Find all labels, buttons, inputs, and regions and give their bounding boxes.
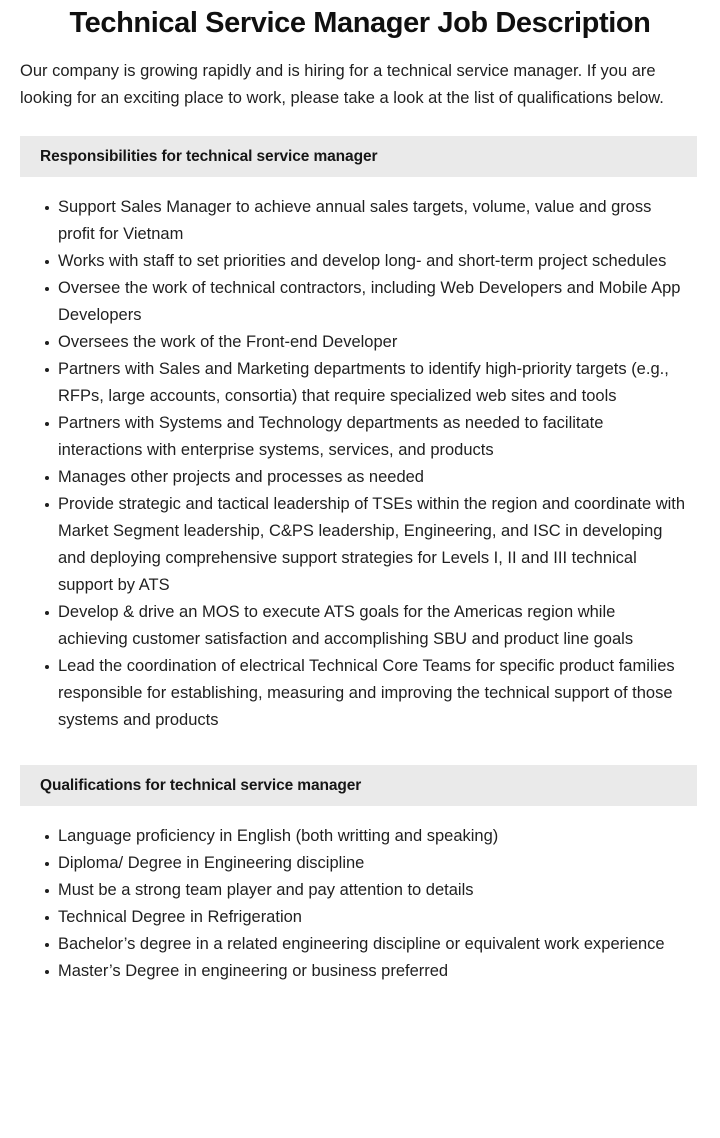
list-item: Oversee the work of technical contractors, including Web Developers and Mobile App Developers bbox=[58, 275, 686, 329]
list-item: Partners with Systems and Technology departments as needed to facilitate interactions with enterprise systems, services, and products bbox=[58, 410, 686, 464]
list-item: Master’s Degree in engineering or business preferred bbox=[58, 958, 686, 985]
list-item: Partners with Sales and Marketing departments to identify high-priority targets (e.g., RFPs, large accounts, consortia) that require specialized web sites and tools bbox=[58, 356, 686, 410]
list-item: Bachelor’s degree in a related engineering discipline or equivalent work experience bbox=[58, 931, 686, 958]
list-item: Language proficiency in English (both writting and speaking) bbox=[58, 823, 686, 850]
list-item: Manages other projects and processes as needed bbox=[58, 464, 686, 491]
section-spacer bbox=[0, 734, 720, 741]
intro-paragraph: Our company is growing rapidly and is hiring for a technical service manager. If you are looking for an exciting place to work, please take a look at the list of qualifications below. bbox=[20, 62, 664, 107]
list-item: Provide strategic and tactical leadership of TSEs within the region and coordinate with Market Segment leadership, C&PS leadership, Engineering, and ISC in developing and deploying comprehensive support strategies for Levels I, II and III technical support by ATS bbox=[58, 491, 686, 599]
qualifications-list bbox=[0, 823, 720, 985]
list-item: Works with staff to set priorities and develop long- and short-term project schedules bbox=[58, 248, 686, 275]
list-item: Lead the coordination of electrical Technical Core Teams for specific product families responsible for establishing, measuring and improving the technical support of those systems and products bbox=[58, 653, 686, 734]
list-item: Technical Degree in Refrigeration bbox=[58, 904, 686, 931]
section-heading-qualifications bbox=[20, 765, 697, 806]
section-heading-responsibilities bbox=[20, 136, 697, 177]
list-item: Develop & drive an MOS to execute ATS goals for the Americas region while achieving customer satisfaction and accomplishing SBU and product line goals bbox=[58, 599, 686, 653]
responsibilities-list bbox=[0, 194, 720, 734]
page-title: Technical Service Manager Job Description bbox=[69, 7, 651, 39]
list-item: Support Sales Manager to achieve annual sales targets, volume, value and gross profit for Vietnam bbox=[58, 194, 686, 248]
section-heading-label: Qualifications for technical service manager bbox=[40, 776, 362, 794]
list-item: Diploma/ Degree in Engineering discipline bbox=[58, 850, 686, 877]
list-item: Oversees the work of the Front-end Developer bbox=[58, 329, 686, 356]
list-item: Must be a strong team player and pay attention to details bbox=[58, 877, 686, 904]
section-heading-label: Responsibilities for technical service manager bbox=[40, 147, 378, 165]
